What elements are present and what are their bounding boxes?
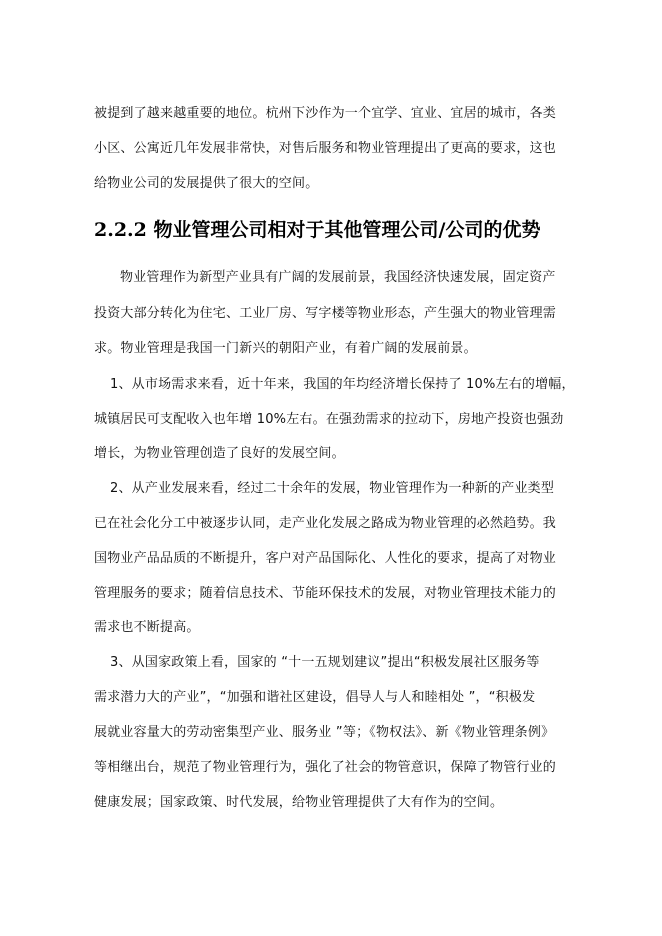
paragraph-line-13: 需求潜力大的产业”，“加强和谐社区建设，倡导人与人和睦相处 ”，“积极发 (94, 690, 536, 705)
paragraph-line-14: 展就业容量大的劳动密集型产业、服务业 ”等；《物权法》、新《物业管理条例》 (94, 725, 555, 740)
paragraph-line-2: 投资大部分转化为住宅、工业厂房、写字楼等物业形态，产生强大的物业管理需 (94, 306, 557, 321)
paragraph-line-9: 国物业产品品质的不断提升，客户对产品国际化、人性化的要求，提高了对物业 (94, 551, 557, 566)
intro-line-1: 被提到了越来越重要的地位。杭州下沙作为一个宜学、宜业、宜居的城市，各类 (94, 106, 557, 121)
intro-line-2: 小区、公寓近几年发展非常快，对售后服务和物业管理提出了更高的要求，这也 (94, 141, 557, 156)
section-heading: 2.2.2 物业管理公司相对于其他管理公司/公司的优势 (94, 219, 541, 241)
paragraph-line-15: 等相继出台，规范了物业管理行为，强化了社会的物管意识，保障了物管行业的 (94, 760, 557, 775)
paragraph-line-7: 2、从产业发展来看，经过二十余年的发展，物业管理作为一种新的产业类型 (110, 481, 555, 496)
paragraph-line-16: 健康发展；国家政策、时代发展，给物业管理提供了大有作为的空间。 (94, 795, 504, 810)
paragraph-line-1: 物业管理作为新型产业具有广阔的发展前景，我国经济快速发展，固定资产 (120, 270, 556, 285)
paragraph-line-11: 需求也不断提高。 (94, 620, 200, 635)
intro-line-3: 给物业公司的发展提供了很大的空间。 (94, 176, 319, 191)
paragraph-line-4: 1、从市场需求来看，近十年来，我国的年均经济增长保持了 10%左右的增幅， (110, 377, 575, 392)
paragraph-line-8: 已在社会化分工中被逐步认同，走产业化发展之路成为物业管理的必然趋势。我 (94, 516, 557, 531)
paragraph-line-10: 管理服务的要求；随着信息技术、节能环保技术的发展，对物业管理技术能力的 (94, 586, 557, 601)
paragraph-line-6: 增长，为物业管理创造了良好的发展空间。 (94, 446, 345, 461)
paragraph-line-5: 城镇居民可支配收入也年增 10%左右。在强劲需求的拉动下，房地产投资也强劲 (94, 412, 564, 427)
paragraph-line-12: 3、从国家政策上看，国家的 “十一五规划建议”提出“积极发展社区服务等 (110, 655, 540, 670)
paragraph-line-3: 求。物业管理是我国一门新兴的朝阳产业，有着广阔的发展前景。 (94, 341, 477, 356)
